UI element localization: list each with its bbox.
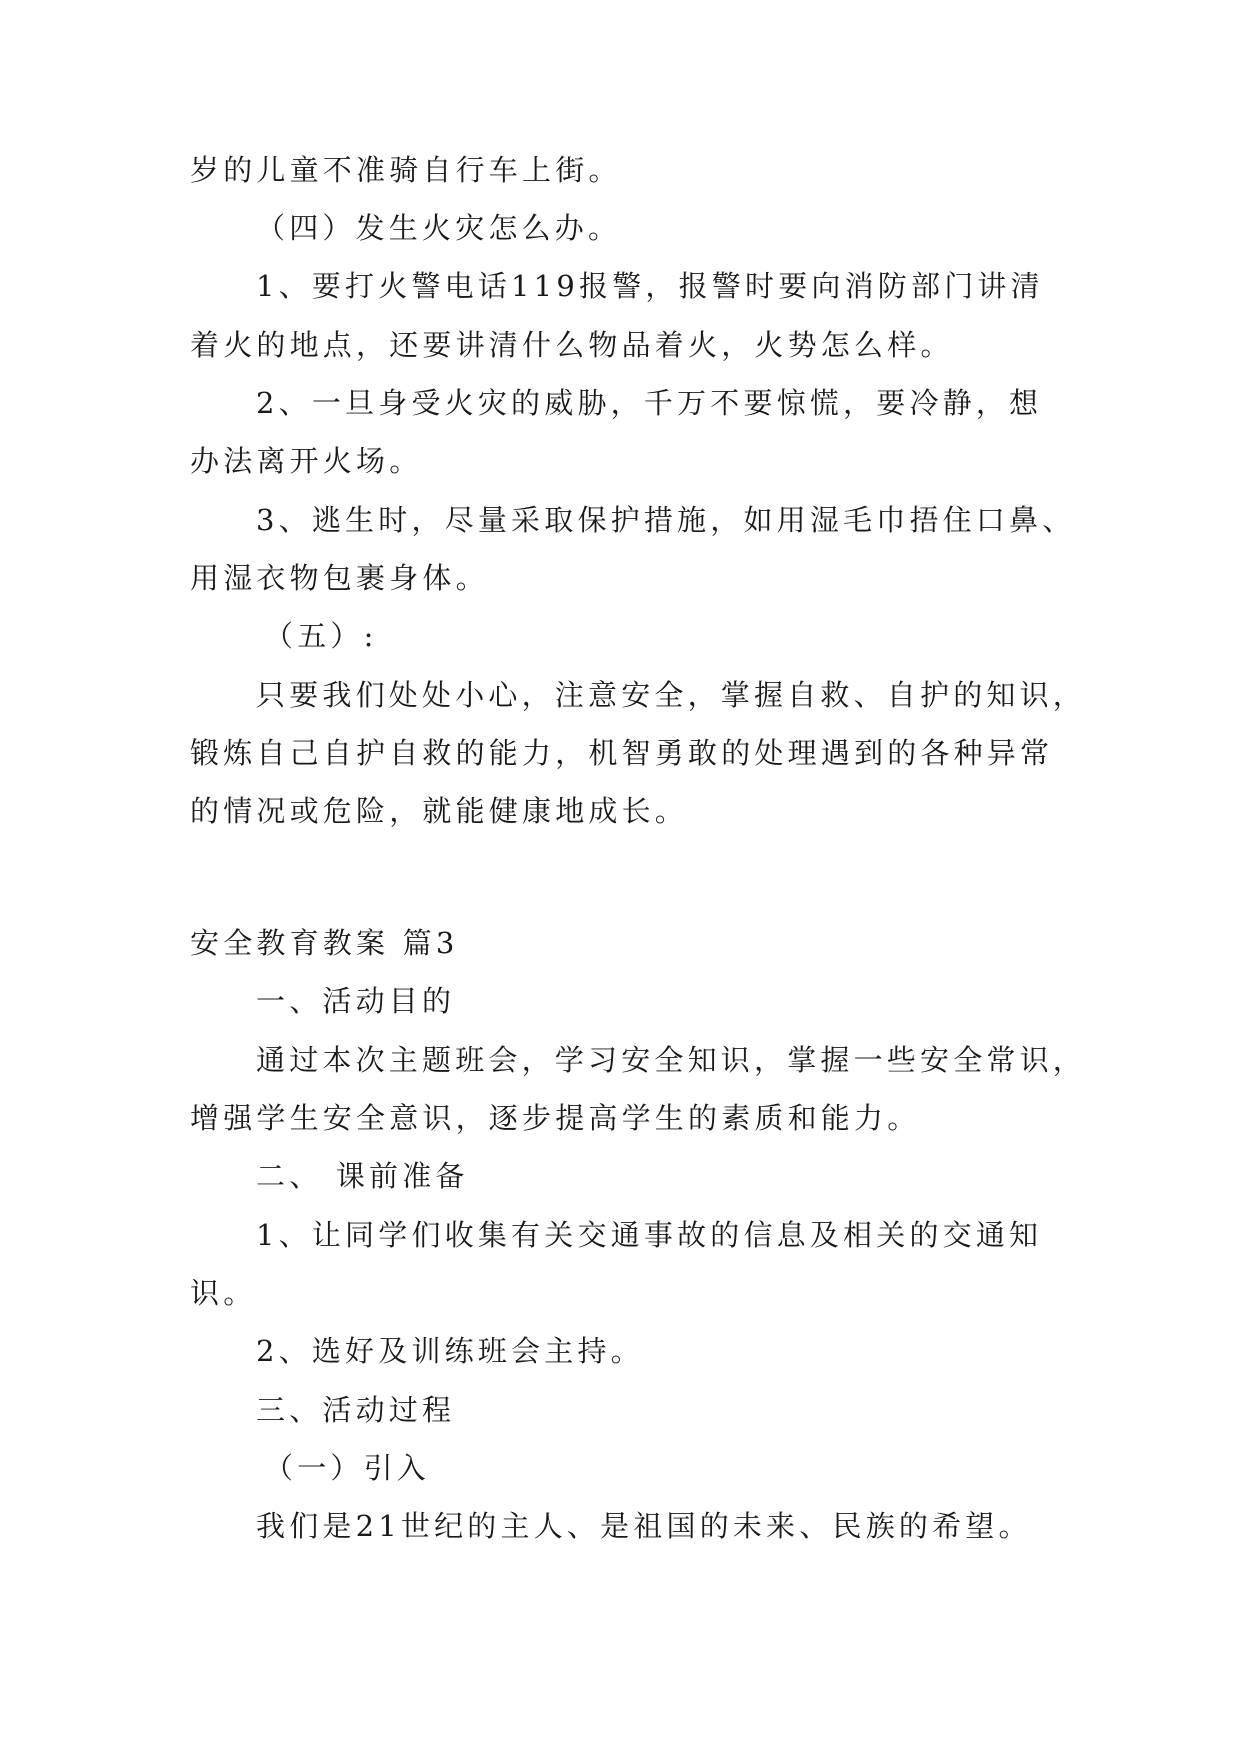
paragraph-line: 的情况或危险，就能健康地成长。 [190,794,689,828]
paragraph-line: 我们是21世纪的主人、是祖国的未来、民族的希望。 [256,1509,1032,1543]
paragraph-line: 锻炼自己自护自救的能力，机智勇敢的处理遇到的各种异常 [190,736,1054,770]
paragraph-line: 识。 [190,1276,257,1310]
paragraph-line: 着火的地点，还要讲清什么物品着火，火势怎么样。 [190,328,954,362]
paragraph-line: 通过本次主题班会，学习安全知识，掌握一些安全常识， [256,1043,1087,1077]
paragraph-line: 增强学生安全意识，逐步提高学生的素质和能力。 [190,1101,921,1135]
section-heading: 安全教育教案 篇3 [190,926,459,960]
paragraph-line: 岁的儿童不准骑自行车上街。 [190,153,622,187]
paragraph-line: 用湿衣物包裹身体。 [190,561,489,595]
paragraph-line: 1、要打火警电话119报警，报警时要向消防部门讲清 [256,269,1044,303]
paragraph-line: 1、让同学们收集有关交通事故的信息及相关的交通知 [256,1218,1043,1252]
paragraph-line: （一）引入 [264,1451,431,1485]
paragraph-line: 3、逃生时，尽量采取保护措施，如用湿毛巾捂住口鼻、 [256,503,1076,537]
paragraph-line: 三、活动过程 [256,1393,456,1427]
paragraph-line: 2、选好及训练班会主持。 [256,1334,644,1368]
paragraph-line: （四）发生火灾怎么办。 [256,211,622,245]
paragraph-line: （五）: [264,619,378,653]
paragraph-line: 2、一旦身受火灾的威胁，千万不要惊慌，要冷静，想 [256,386,1043,420]
paragraph-line: 一、活动目的 [256,984,456,1018]
paragraph-line: 办法离开火场。 [190,444,423,478]
paragraph-line: 只要我们处处小心，注意安全，掌握自救、自护的知识， [256,678,1087,712]
paragraph-line: 二、 课前准备 [256,1159,469,1193]
